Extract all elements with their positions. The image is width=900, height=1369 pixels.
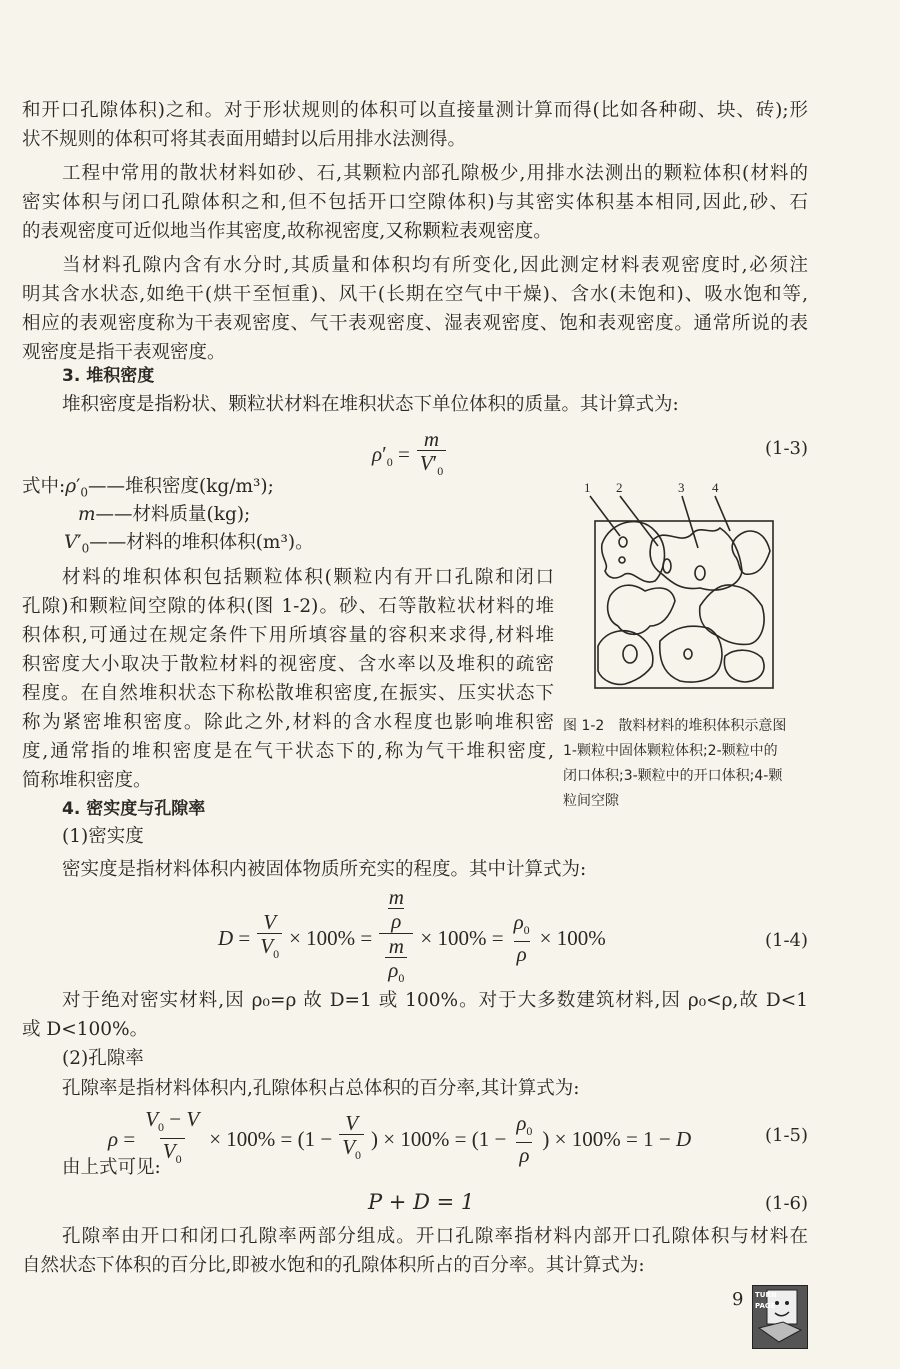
bulk-volume-diagram (580, 476, 790, 696)
equation-1-4: D = $\frac{V}{V_0}$ × 100% = $\frac{\frac{m}{\rho}}{\frac{m}{\rho_0}}$ × 100% = $\frac{\rho_0}{\rho}$ × 100% (218, 886, 606, 990)
equation-1-3: $\rho'_0$ = $\frac{m}{V'_0}$ (372, 428, 449, 483)
definition-line: m——材料质量(kg); (78, 504, 251, 525)
text-line: 观密度是指干表观密度。 (22, 342, 226, 363)
text-line: 工程中常用的散状材料如砂、石,其颗粒内部孔隙极少,用排水法测出的颗粒体积(材料的 (62, 163, 808, 184)
page-number: 9 (732, 1289, 744, 1310)
text-line: 度,通常指的堆积密度是在气干状态下的,称为气干堆积密度, (22, 741, 554, 762)
text-line: 称为紧密堆积密度。除此之外,材料的含水程度也影响堆积密 (22, 712, 554, 733)
figure-label: 1 (584, 480, 591, 495)
subheading: (1)密实度 (62, 826, 144, 847)
svg-text:PAGE: PAGE (755, 1302, 776, 1310)
particle (602, 522, 665, 582)
text-line: 或 D<100%。 (22, 1019, 149, 1040)
svg-text:TURN: TURN (755, 1291, 777, 1299)
figure-legend: 粒间空隙 (563, 793, 619, 809)
text-line: 孔隙)和颗粒间空隙的体积(图 1-2)。砂、石等散粒状材料的堆 (22, 596, 554, 617)
turn-page-logo (752, 1285, 808, 1349)
text-line: 由上式可见: (62, 1157, 161, 1178)
equation-number: (1-4) (764, 930, 808, 951)
definition-line: $V'_0——$材料的堆积体积(m³)。 (64, 532, 314, 556)
text-line: 孔隙率是指材料体积内,孔隙体积占总体积的百分率,其计算式为: (62, 1078, 580, 1099)
text-line: 密实度是指材料体积内被固体物质所充实的程度。其中计算式为: (62, 859, 587, 880)
section-heading: 3. 堆积密度 (62, 366, 155, 386)
text-line: 当材料孔隙内含有水分时,其质量和体积均有所变化,因此测定材料表观密度时,必须注 (62, 255, 808, 276)
text-line: 堆积密度是指粉状、颗粒状材料在堆积状态下单位体积的质量。其计算式为: (62, 394, 679, 415)
text-line: 积体积,可通过在规定条件下用所填容量的容积来求得,材料堆 (22, 625, 554, 646)
text-line: 对于绝对密实材料,因 ρ₀=ρ 故 D=1 或 100%。对于大多数建筑材料,因 ρ₀<ρ,故 D<1 (62, 990, 808, 1011)
text-line: 状不规则的体积可将其表面用蜡封以后用排水法测得。 (22, 129, 467, 150)
text-line: 的表观密度可近似地当作其密度,故称视密度,又称颗粒表观密度。 (22, 221, 552, 242)
particle (608, 585, 675, 634)
text-line: 材料的堆积体积包括颗粒体积(颗粒内有开口孔隙和闭口 (62, 567, 554, 588)
figure-legend: 1-颗粒中固体颗粒体积;2-颗粒中的 (563, 743, 778, 759)
equation-number: (1-6) (764, 1193, 808, 1214)
text-line: 孔隙率由开口和闭口孔隙率两部分组成。开口孔隙率指材料内部开口孔隙体积与材料在 (62, 1226, 808, 1247)
particle (660, 626, 722, 682)
text-line: 积密度大小取决于散粒材料的视密度、含水率以及堆积的疏密 (22, 654, 554, 675)
text-line: 简称堆积密度。 (22, 770, 152, 791)
text-line: 程度。在自然堆积状态下称松散堆积密度,在振实、压实状态下 (22, 683, 554, 704)
text-line: 密实体积与闭口孔隙体积之和,但不包括开口空隙体积)与其密实体积基本相同,因此,砂、石 (22, 192, 808, 213)
particle (724, 650, 764, 682)
definition-line: 式中$:\rho'_0——$堆积密度(kg/m³); (22, 476, 274, 500)
figure-caption: 图 1-2 散料材料的堆积体积示意图 (563, 718, 787, 734)
particle (598, 631, 653, 685)
figure-label: 3 (678, 480, 685, 495)
figure-label: 2 (616, 480, 623, 495)
figure-legend: 闭口体积;3-颗粒中的开口体积;4-颗 (563, 768, 783, 784)
text-line: 自然状态下体积的百分比,即被水饱和的孔隙体积所占的百分率。其计算式为: (22, 1255, 645, 1276)
equation-number: (1-5) (764, 1125, 808, 1146)
text-line: 明其含水状态,如绝干(烘干至恒重)、风干(长期在空气中干燥)、含水(未饱和)、吸水饱和等, (22, 284, 808, 305)
section-heading: 4. 密实度与孔隙率 (62, 799, 206, 819)
equation-number: (1-3) (764, 438, 808, 459)
subheading: (2)孔隙率 (62, 1048, 144, 1069)
text-line: 和开口孔隙体积)之和。对于形状规则的体积可以直接量测计算而得(比如各种砌、块、砖);形 (22, 100, 808, 121)
text-line: 相应的表观密度称为干表观密度、气干表观密度、湿表观密度、饱和表观密度。通常所说的表 (22, 313, 808, 334)
equation-1-6: P + D = 1 (368, 1190, 475, 1214)
figure-label: 4 (712, 480, 719, 495)
particle (700, 585, 764, 645)
equation-1-5: ρ = $\frac{V_0 - V}{V_0}$ × 100% = (1 − $\frac{V}{V_0}$ ) × 100% = (1 − $\frac{\rho_0}{\rho}$ ) × 100% = 1 − D (108, 1108, 691, 1171)
